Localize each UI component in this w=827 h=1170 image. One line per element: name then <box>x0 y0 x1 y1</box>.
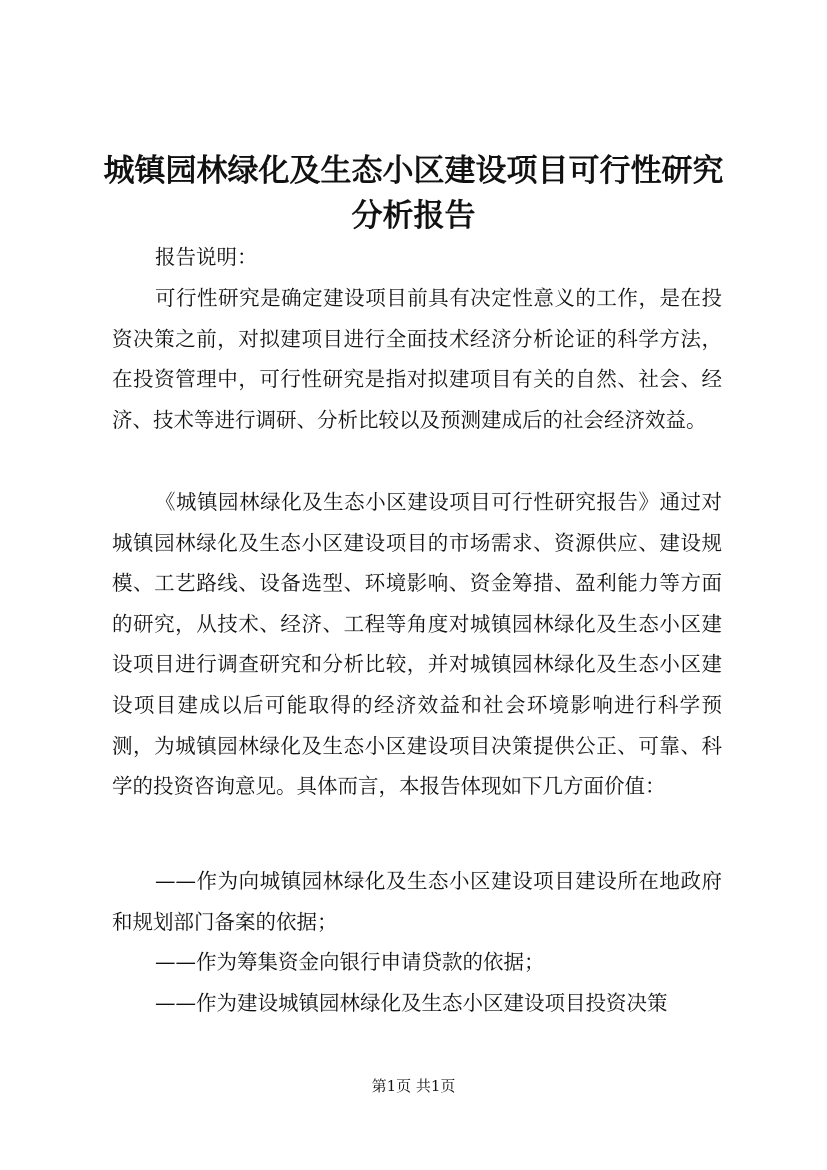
document-title-line-1: 城镇园林绿化及生态小区建设项目可行性研究 <box>103 153 724 189</box>
report-note-label: 报告说明： <box>155 245 258 269</box>
paragraph-feasibility-intro: 可行性研究是确定建设项目前具有决定性意义的工作，是在投资决策之前，对拟建项目进行全面技术经济分析论证的科学方法，在投资管理中，可行性研究是指对拟建项目有关的自然、社会、经济、技术等进行调研、分析比较以及预测建成后的社会经济效益。 <box>112 286 722 432</box>
value-item-filing-basis: ——作为向城镇园林绿化及生态小区建设项目建设所在地政府和规划部门备案的依据； <box>112 869 722 934</box>
page-footer: 第1页 共1页 <box>371 1077 456 1095</box>
paragraph-report-description: 《城镇园林绿化及生态小区建设项目可行性研究报告》通过对城镇园林绿化及生态小区建设项目的市场需求、资源供应、建设规模、工艺路线、设备选型、环境影响、资金筹措、盈利能力等方面的研究，从技术、经济、工程等角度对城镇园林绿化及生态小区建设项目进行调查研究和分析比较，并对城镇园林绿化及生态小区建设项目建成以后可能取得的经济效益和社会环境影响进行科学预测，为城镇园林绿化及生态小区建设项目决策提供公正、可靠、科学的投资咨询意见。具体而言，本报告体现如下几方面价值： <box>112 490 722 799</box>
value-item-investment-decision: ——作为建设城镇园林绿化及生态小区建设项目投资决策 <box>155 991 668 1015</box>
document-title-line-2: 分析报告 <box>351 198 476 234</box>
value-item-loan-basis: ——作为筹集资金向银行申请贷款的依据； <box>155 950 545 974</box>
